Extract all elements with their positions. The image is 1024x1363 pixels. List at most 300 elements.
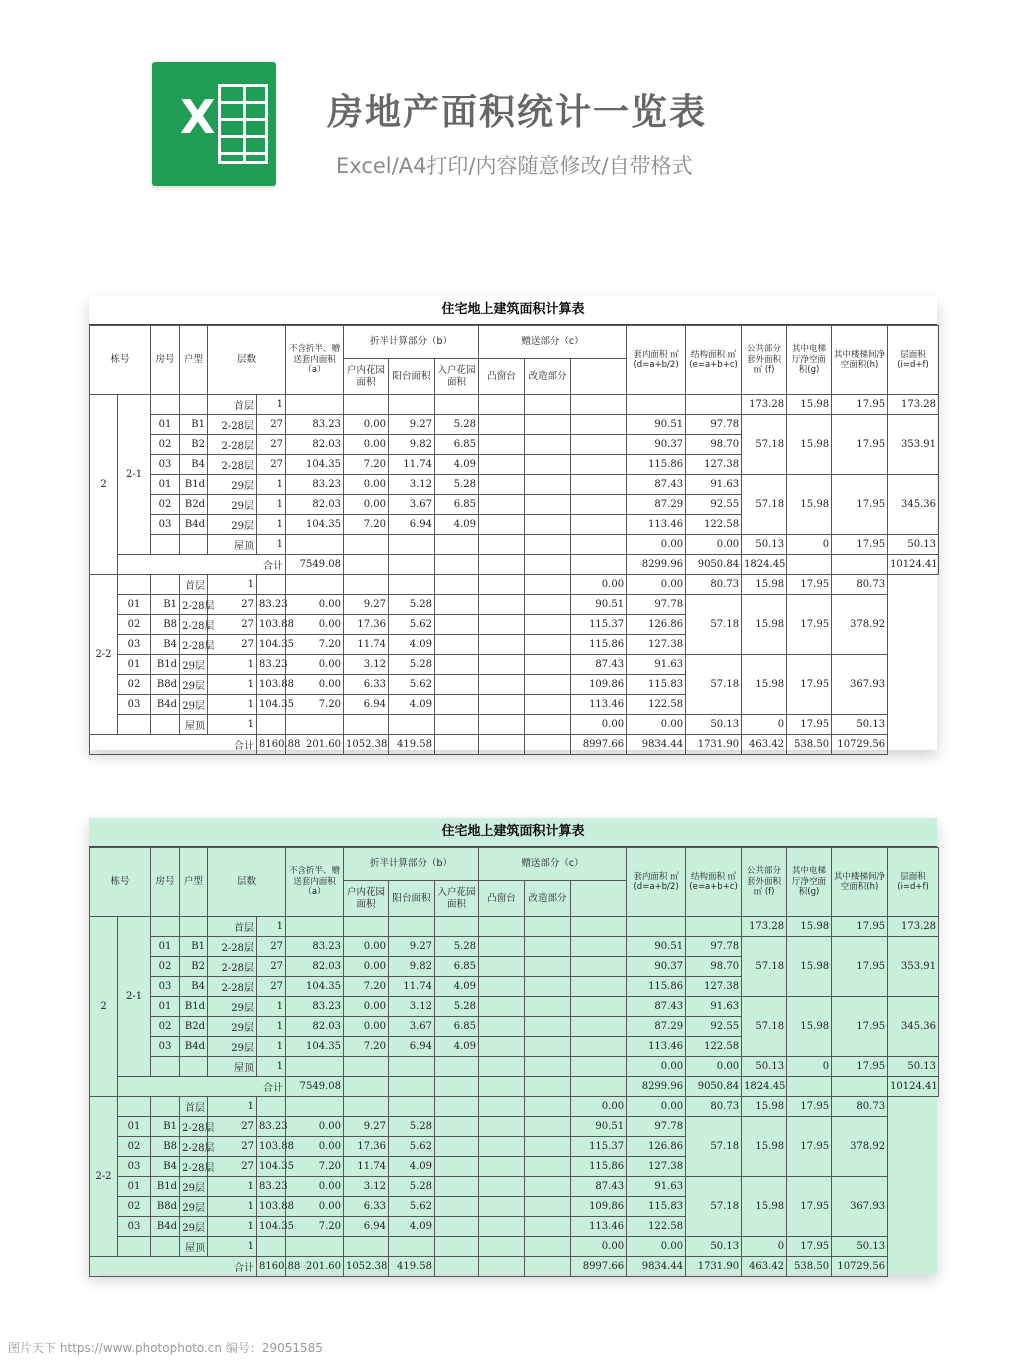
unit-type: B2 xyxy=(180,957,208,977)
structure-area: 92.55 xyxy=(686,495,742,515)
cell xyxy=(435,1097,479,1117)
cell xyxy=(571,997,627,1017)
public-area: 57.18 xyxy=(686,1177,742,1237)
balcony-area: 3.12 xyxy=(389,475,435,495)
base-area: 83.23 xyxy=(286,475,344,495)
table-row xyxy=(90,1237,939,1257)
cell xyxy=(571,1037,627,1057)
public-area: 173.28 xyxy=(742,395,787,415)
cell xyxy=(525,735,571,755)
cell xyxy=(571,937,627,957)
base-area: 83.23 xyxy=(286,997,344,1017)
bay-window-area xyxy=(435,1117,479,1137)
floor-range: 29层 xyxy=(180,695,208,715)
base-area: 103.88 xyxy=(257,1197,286,1217)
bay-window-area xyxy=(435,1217,479,1237)
cell xyxy=(479,1257,525,1277)
cell xyxy=(525,715,571,735)
stair-area: 17.95 xyxy=(787,595,832,655)
elevator-area: 15.98 xyxy=(787,415,832,475)
balcony-area: 6.33 xyxy=(344,675,389,695)
inner-area: 113.46 xyxy=(571,695,627,715)
floor-area: 50.13 xyxy=(832,715,888,735)
balcony-area: 3.67 xyxy=(389,1017,435,1037)
cell xyxy=(525,695,571,715)
garden-area: 7.20 xyxy=(344,1037,389,1057)
structure-area: 127.38 xyxy=(627,1157,686,1177)
elevator-area: 15.98 xyxy=(742,595,787,655)
remodel-area xyxy=(525,455,571,475)
cell xyxy=(525,1217,571,1237)
table-row xyxy=(90,1057,939,1077)
room-number: 02 xyxy=(151,1017,180,1037)
structure-area: 127.38 xyxy=(686,455,742,475)
structure-area: 92.55 xyxy=(686,1017,742,1037)
total-floor-area: 10729.56 xyxy=(832,1257,888,1277)
floor-count: 1 xyxy=(208,1237,257,1257)
balcony-area: 9.27 xyxy=(389,415,435,435)
cell xyxy=(151,715,180,735)
col-stair-area: 其中楼梯间净空面积(h) xyxy=(832,326,888,395)
total-elevator-area: 463.42 xyxy=(742,1257,787,1277)
cell xyxy=(435,395,479,415)
cell xyxy=(479,1057,525,1077)
bay-window-area xyxy=(435,595,479,615)
cell xyxy=(571,515,627,535)
floor-count: 27 xyxy=(208,1137,257,1157)
sheet-preview-white xyxy=(89,296,937,750)
remodel-area xyxy=(525,1037,571,1057)
garden-area: 7.20 xyxy=(286,1157,344,1177)
unit-type: B2d xyxy=(180,1017,208,1037)
structure-area: 97.78 xyxy=(627,1117,686,1137)
balcony-area: 6.94 xyxy=(389,515,435,535)
structure-area: 97.78 xyxy=(686,937,742,957)
unit-type: B1d xyxy=(180,997,208,1017)
cell xyxy=(389,1057,435,1077)
cell xyxy=(525,1117,571,1137)
floor-area: 353.91 xyxy=(888,415,939,475)
balcony-area: 6.33 xyxy=(344,1197,389,1217)
room-number: 02 xyxy=(118,675,151,695)
room-number: 03 xyxy=(118,635,151,655)
unit-type: B1 xyxy=(180,415,208,435)
cell xyxy=(525,575,571,595)
unit-type: B1 xyxy=(151,1117,180,1137)
cell xyxy=(389,395,435,415)
elevator-area: 0 xyxy=(742,715,787,735)
stair-area: 17.95 xyxy=(787,655,832,715)
base-area: 82.03 xyxy=(286,495,344,515)
cell xyxy=(571,495,627,515)
cell xyxy=(571,395,627,415)
cell xyxy=(151,395,180,415)
bay-window-area xyxy=(479,1017,525,1037)
remodel-area xyxy=(525,1017,571,1037)
total-garden-area: 201.60 xyxy=(286,735,344,755)
room-number: 02 xyxy=(118,1137,151,1157)
entry-garden-area: 5.62 xyxy=(389,675,435,695)
cell xyxy=(571,1077,627,1097)
garden-area: 0.00 xyxy=(286,1117,344,1137)
cell xyxy=(479,555,525,575)
floor-range: 29层 xyxy=(208,1017,257,1037)
unit-type: B1d xyxy=(180,475,208,495)
floor-count: 1 xyxy=(208,575,257,595)
floor-range: 2-28层 xyxy=(180,595,208,615)
inner-area: 115.86 xyxy=(627,455,686,475)
cell xyxy=(525,535,571,555)
total-floor-area: 10729.56 xyxy=(832,735,888,755)
inner-area: 113.46 xyxy=(627,515,686,535)
inner-area: 87.43 xyxy=(571,655,627,675)
floor-label: 屋顶 xyxy=(208,1057,257,1077)
garden-area: 0.00 xyxy=(344,997,389,1017)
base-area: 104.35 xyxy=(286,1037,344,1057)
col-building: 栋号 xyxy=(90,848,151,917)
stair-area: 17.95 xyxy=(787,715,832,735)
total-base-area: 7549.08 xyxy=(286,1077,344,1097)
unit-type: B2d xyxy=(180,495,208,515)
inner-area: 115.37 xyxy=(571,1137,627,1157)
cell xyxy=(571,475,627,495)
cell xyxy=(435,1257,479,1277)
elevator-area: 15.98 xyxy=(787,917,832,937)
structure-area: 0.00 xyxy=(627,575,686,595)
cell xyxy=(435,1237,479,1257)
floor-area: 367.93 xyxy=(832,655,888,715)
room-number: 03 xyxy=(118,695,151,715)
col-elevator-area: 其中电梯厅净空面积(g) xyxy=(787,848,832,917)
balcony-area: 3.12 xyxy=(389,997,435,1017)
unit-type: B2 xyxy=(180,435,208,455)
cell xyxy=(479,535,525,555)
page-subtitle: Excel/A4打印/内容随意修改/自带格式 xyxy=(336,154,693,178)
public-area: 80.73 xyxy=(686,575,742,595)
floor-label: 首层 xyxy=(208,917,257,937)
stair-area: 17.95 xyxy=(787,1177,832,1237)
unit-type: B4 xyxy=(151,1157,180,1177)
bay-window-area xyxy=(435,1197,479,1217)
bay-window-area xyxy=(479,415,525,435)
floor-range: 2-28层 xyxy=(180,635,208,655)
floor-count: 1 xyxy=(208,1177,257,1197)
cell xyxy=(257,1097,286,1117)
floor-range: 2-28层 xyxy=(208,937,257,957)
entry-garden-area: 6.85 xyxy=(435,1017,479,1037)
col-floors: 层数 xyxy=(208,848,286,917)
entry-garden-area: 5.62 xyxy=(389,1197,435,1217)
floor-range: 29层 xyxy=(180,1217,208,1237)
base-area: 104.35 xyxy=(286,455,344,475)
total-label: 合计 xyxy=(90,1257,257,1277)
floor-area: 367.93 xyxy=(832,1177,888,1237)
cell xyxy=(118,575,151,595)
bay-window-area xyxy=(479,1037,525,1057)
unit-type: B4d xyxy=(151,1217,180,1237)
remodel-area xyxy=(479,1197,525,1217)
entry-garden-area: 4.09 xyxy=(389,635,435,655)
table-row xyxy=(90,1177,939,1197)
bay-window-area xyxy=(479,937,525,957)
floor-count: 27 xyxy=(208,615,257,635)
unit-type: B1 xyxy=(180,937,208,957)
cell xyxy=(435,715,479,735)
remodel-area xyxy=(479,595,525,615)
public-area: 57.18 xyxy=(686,595,742,655)
total-elevator-area: 463.42 xyxy=(742,735,787,755)
balcony-area: 6.94 xyxy=(344,1217,389,1237)
cell xyxy=(286,1097,344,1117)
base-area: 82.03 xyxy=(286,957,344,977)
cell xyxy=(479,1097,525,1117)
cell xyxy=(151,1097,180,1117)
cell xyxy=(344,1097,389,1117)
bay-window-area xyxy=(479,957,525,977)
entry-garden-area: 5.28 xyxy=(389,595,435,615)
cell xyxy=(389,1097,435,1117)
inner-area: 90.51 xyxy=(627,937,686,957)
col-room: 房号 xyxy=(151,848,180,917)
cell xyxy=(344,535,389,555)
cell xyxy=(435,1057,479,1077)
table-title: 住宅地上建筑面积计算表 xyxy=(89,818,937,847)
cell xyxy=(151,1237,180,1257)
balcony-area: 11.74 xyxy=(389,455,435,475)
cell xyxy=(525,555,571,575)
table-row xyxy=(90,997,939,1017)
unit-type: B8d xyxy=(151,1197,180,1217)
balcony-area: 11.74 xyxy=(389,977,435,997)
base-area: 83.23 xyxy=(257,1117,286,1137)
room-number: 03 xyxy=(151,515,180,535)
floor-range: 29层 xyxy=(208,475,257,495)
remodel-area xyxy=(479,1157,525,1177)
total-garden-area: 201.60 xyxy=(286,1257,344,1277)
floor-range: 29层 xyxy=(180,675,208,695)
remodel-area xyxy=(479,1217,525,1237)
cell xyxy=(151,1057,180,1077)
floor-range: 2-28层 xyxy=(180,1157,208,1177)
unit-type: B4 xyxy=(151,635,180,655)
bay-window-area xyxy=(479,435,525,455)
inner-area xyxy=(627,917,686,937)
cell xyxy=(435,535,479,555)
inner-area: 0.00 xyxy=(571,1097,627,1117)
garden-area: 7.20 xyxy=(344,455,389,475)
cell xyxy=(257,575,286,595)
inner-area: 0.00 xyxy=(627,535,686,555)
col-base-area: 不含折半、赠送套内面积（a） xyxy=(286,848,344,917)
room-number: 03 xyxy=(151,977,180,997)
structure-area: 97.78 xyxy=(627,595,686,615)
elevator-area: 0 xyxy=(787,535,832,555)
cell xyxy=(479,575,525,595)
base-area: 83.23 xyxy=(257,595,286,615)
floor-count: 1 xyxy=(257,495,286,515)
entry-garden-area: 4.09 xyxy=(435,977,479,997)
cell xyxy=(525,655,571,675)
floor-range: 29层 xyxy=(208,1037,257,1057)
col-inner-area: 套内面积 ㎡ (d=a+b/2) xyxy=(627,848,686,917)
cell xyxy=(525,917,571,937)
col-structure-area: 结构面积 ㎡ (e=a+b+c) xyxy=(686,848,742,917)
floor-label: 屋顶 xyxy=(208,535,257,555)
cell xyxy=(151,575,180,595)
unit-label: 2-2 xyxy=(90,1097,118,1257)
cell xyxy=(525,675,571,695)
floor-range: 29层 xyxy=(208,515,257,535)
col-remodel: 改造部分 xyxy=(525,359,571,395)
room-number: 03 xyxy=(118,1217,151,1237)
remodel-area xyxy=(479,1117,525,1137)
inner-area: 90.51 xyxy=(571,1117,627,1137)
cell xyxy=(389,1237,435,1257)
col-room: 房号 xyxy=(151,326,180,395)
total-public-area: 1824.45 xyxy=(742,555,787,575)
total-row xyxy=(90,1077,939,1097)
room-number: 03 xyxy=(151,455,180,475)
garden-area: 0.00 xyxy=(286,655,344,675)
col-floors: 层数 xyxy=(208,326,286,395)
room-number: 01 xyxy=(151,415,180,435)
public-area: 173.28 xyxy=(742,917,787,937)
inner-area: 113.46 xyxy=(571,1217,627,1237)
bay-window-area xyxy=(479,977,525,997)
total-entry-garden-area: 419.58 xyxy=(389,1257,435,1277)
inner-area: 0.00 xyxy=(571,1237,627,1257)
public-area: 57.18 xyxy=(742,415,787,475)
total-structure-area: 9834.44 xyxy=(627,1257,686,1277)
floor-count: 1 xyxy=(257,475,286,495)
balcony-area: 17.36 xyxy=(344,615,389,635)
remodel-area xyxy=(479,1137,525,1157)
cell xyxy=(344,715,389,735)
floor-range: 2-28层 xyxy=(180,1117,208,1137)
entry-garden-area: 5.62 xyxy=(389,615,435,635)
col-public-area: 公共部分套外面积㎡ (f) xyxy=(742,326,787,395)
floor-count: 1 xyxy=(208,715,257,735)
cell xyxy=(525,395,571,415)
floor-count: 27 xyxy=(257,455,286,475)
unit-type: B4d xyxy=(180,515,208,535)
structure-area: 91.63 xyxy=(686,475,742,495)
total-garden-area xyxy=(344,555,389,575)
remodel-area xyxy=(479,615,525,635)
stair-area: 17.95 xyxy=(787,1117,832,1177)
structure-area: 98.70 xyxy=(686,957,742,977)
bay-window-area xyxy=(479,475,525,495)
col-inner-area: 套内面积 ㎡ (d=a+b/2) xyxy=(627,326,686,395)
table-title: 住宅地上建筑面积计算表 xyxy=(89,296,937,325)
bay-window-area xyxy=(435,635,479,655)
inner-area: 115.37 xyxy=(571,615,627,635)
entry-garden-area: 6.85 xyxy=(435,957,479,977)
base-area: 104.35 xyxy=(257,695,286,715)
structure-area: 115.83 xyxy=(627,1197,686,1217)
col-type: 户型 xyxy=(180,326,208,395)
floor-range: 29层 xyxy=(180,655,208,675)
structure-area: 115.83 xyxy=(627,675,686,695)
room-number: 01 xyxy=(118,655,151,675)
floor-count: 27 xyxy=(208,1117,257,1137)
floor-area: 50.13 xyxy=(888,535,939,555)
logo-grid-icon xyxy=(218,84,268,164)
entry-garden-area: 5.28 xyxy=(435,997,479,1017)
col-public-area: 公共部分套外面积㎡ (f) xyxy=(742,848,787,917)
cell xyxy=(118,1237,151,1257)
balcony-area: 9.27 xyxy=(344,1117,389,1137)
elevator-area: 15.98 xyxy=(742,1097,787,1117)
table-row xyxy=(90,475,939,495)
col-gift-blank xyxy=(571,881,627,917)
col-garden: 户内花园面积 xyxy=(344,359,389,395)
base-area: 103.88 xyxy=(257,675,286,695)
cell xyxy=(389,535,435,555)
structure-area: 127.38 xyxy=(686,977,742,997)
floor-count: 1 xyxy=(257,535,286,555)
total-stair-area: 538.50 xyxy=(787,1257,832,1277)
total-garden-area xyxy=(344,1077,389,1097)
cell xyxy=(525,595,571,615)
floor-area: 173.28 xyxy=(888,395,939,415)
total-balcony-area: 1052.38 xyxy=(344,1257,389,1277)
room-number: 01 xyxy=(151,937,180,957)
structure-area: 0.00 xyxy=(686,535,742,555)
balcony-area: 6.94 xyxy=(344,695,389,715)
structure-area: 98.70 xyxy=(686,435,742,455)
structure-area xyxy=(686,917,742,937)
floor-count: 27 xyxy=(257,937,286,957)
cell xyxy=(525,1077,571,1097)
structure-area: 91.63 xyxy=(686,997,742,1017)
floor-range: 2-28层 xyxy=(208,415,257,435)
floor-count: 27 xyxy=(257,415,286,435)
unit-type: B1d xyxy=(151,655,180,675)
remodel-area xyxy=(525,475,571,495)
public-area: 50.13 xyxy=(686,1237,742,1257)
floor-range: 2-28层 xyxy=(180,1137,208,1157)
total-public-area: 1824.45 xyxy=(742,1077,787,1097)
entry-garden-area: 4.09 xyxy=(435,1037,479,1057)
total-structure-area: 9050.84 xyxy=(686,1077,742,1097)
elevator-area: 15.98 xyxy=(787,997,832,1057)
unit-type: B8 xyxy=(151,1137,180,1157)
room-number: 02 xyxy=(151,495,180,515)
remodel-area xyxy=(479,655,525,675)
cell xyxy=(571,415,627,435)
area-table xyxy=(89,847,939,1277)
floor-count: 1 xyxy=(208,1217,257,1237)
room-number: 02 xyxy=(118,1197,151,1217)
cell xyxy=(389,715,435,735)
cell xyxy=(435,917,479,937)
unit-type: B4d xyxy=(151,695,180,715)
cell xyxy=(180,1057,208,1077)
cell xyxy=(180,535,208,555)
structure-area: 122.58 xyxy=(627,1217,686,1237)
entry-garden-area: 5.28 xyxy=(389,655,435,675)
table-row xyxy=(90,575,939,595)
base-area: 104.35 xyxy=(286,515,344,535)
inner-area xyxy=(627,395,686,415)
entry-garden-area: 4.09 xyxy=(435,455,479,475)
inner-area: 0.00 xyxy=(627,1057,686,1077)
unit-label: 2-2 xyxy=(90,575,118,735)
garden-area: 7.20 xyxy=(286,695,344,715)
logo-letter: X xyxy=(180,90,216,144)
cell xyxy=(525,1157,571,1177)
